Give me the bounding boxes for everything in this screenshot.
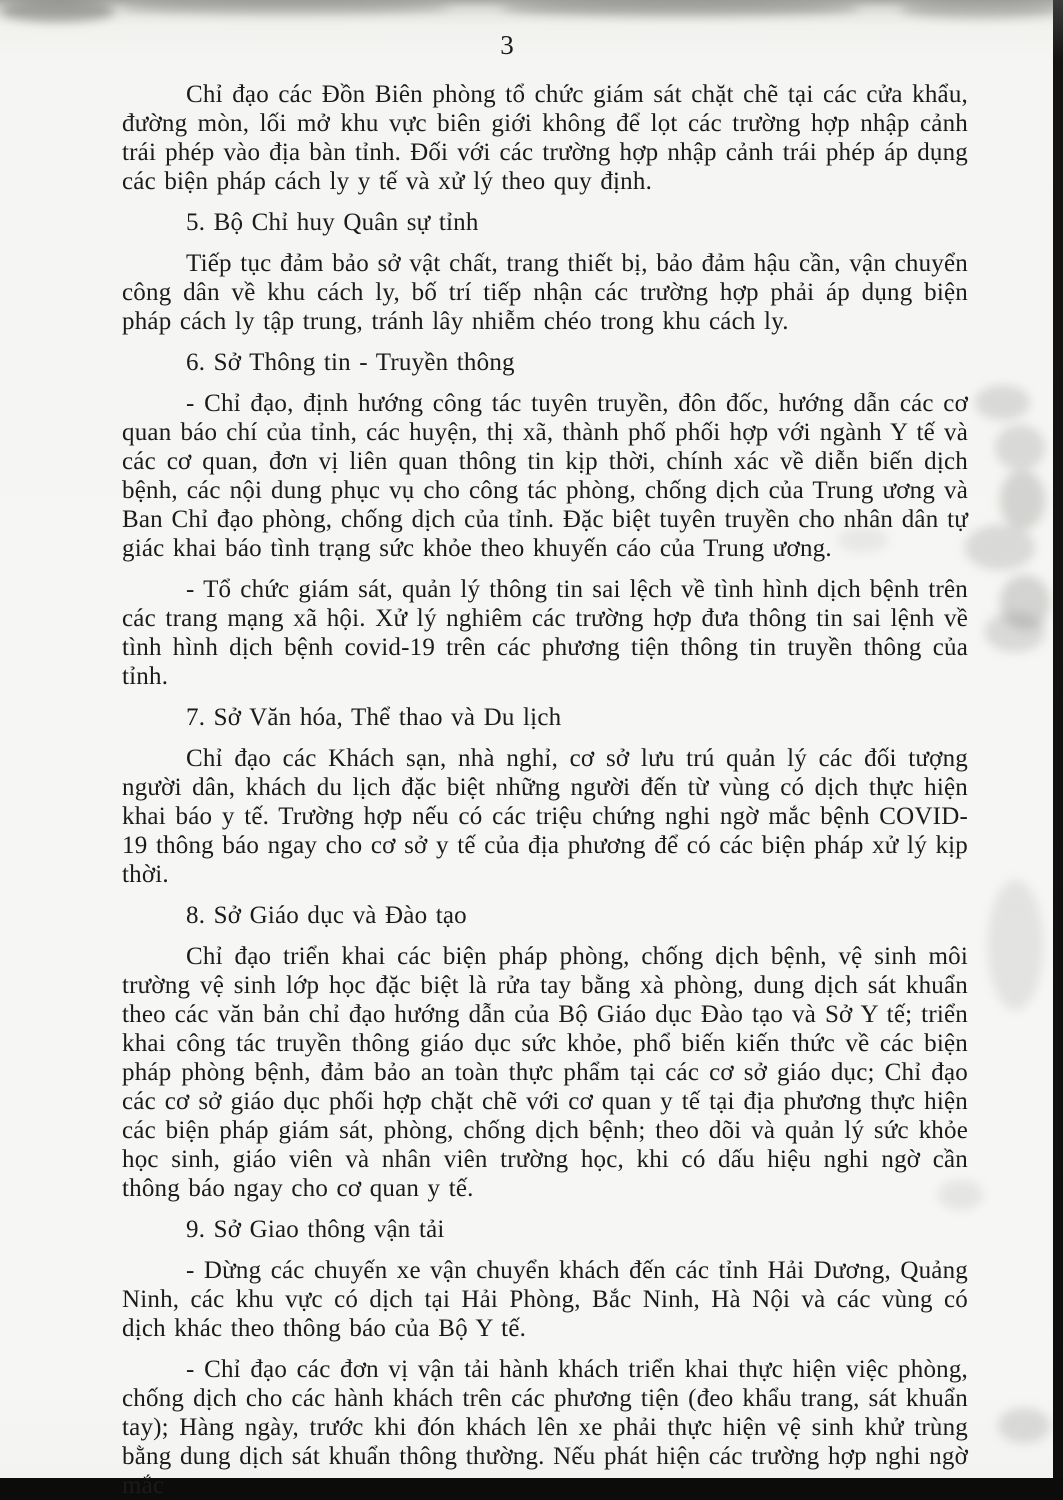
paragraph-propaganda-directive: - Chỉ đạo, định hướng công tác tuyên truyền, đôn đốc, hướng dẫn các cơ quan báo chí của tỉnh, các huyện, thị xã, thành phố phối hợp với ngành Y tế và các cơ quan, đơn vị liên quan thông tin kịp thời, chính xác về diễn biến dịch bệnh, các nội dung phục vụ cho công tác phòng, chống dịch của Trung ương và Ban Chỉ đạo phòng, chống dịch của tỉnh. Đặc biệt tuyên truyền cho nhân dân tự giác khai báo tình trạng sức khỏe theo khuyến cáo của Trung ương. <box>122 390 968 562</box>
paragraph-border-guard-directive: Chỉ đạo các Đồn Biên phòng tổ chức giám sát chặt chẽ tại các cửa khẩu, đường mòn, lối mở khu vực biên giới không để lọt các trường hợp nhập cảnh trái phép vào địa bàn tỉnh. Đối với các trường hợp nhập cảnh trái phép áp dụng các biện pháp cách ly y tế và xử lý theo quy định. <box>122 81 968 195</box>
paragraph-military-command-tasks: Tiếp tục đảm bảo sở vật chất, trang thiết bị, bảo đảm hậu cần, vận chuyển công dân về khu cách ly, bố trí tiếp nhận các trường hợp phải áp dụng biện pháp cách ly tập trung, tránh lây nhiễm chéo trong khu cách ly. <box>122 250 968 335</box>
heading-section-8-education-training: 8. Sở Giáo dục và Đào tạo <box>186 902 467 929</box>
paragraph-school-hygiene-directive: Chỉ đạo triển khai các biện pháp phòng, chống dịch bệnh, vệ sinh môi trường vệ sinh lớp học đặc biệt là rửa tay bằng xà phòng, dung dịch sát khuẩn theo các văn bản chỉ đạo hướng dẫn của Bộ Giáo dục Đào tạo và Sở Y tế; triển khai công tác truyền thông giáo dục sức khỏe, phổ biến kiến thức về các biện pháp phòng bệnh, đảm bảo an toàn thực phẩm tại các cơ sở giáo dục; Chỉ đạo các cơ sở giáo dục phối hợp chặt chẽ với cơ quan y tế tại địa phương thực hiện các biện pháp giám sát, phòng, chống dịch bệnh; theo dõi và quản lý sức khỏe học sinh, giáo viên và nhân viên trường học, khi có dấu hiệu nghi ngờ cần thông báo ngay cho cơ quan y tế. <box>122 943 968 1202</box>
scan-artifact-right-edge <box>1053 0 1063 1500</box>
paragraph-stop-passenger-routes: - Dừng các chuyến xe vận chuyển khách đến các tỉnh Hải Dương, Quảng Ninh, các khu vực có dịch tại Hải Phòng, Bắc Ninh, Hà Nội và các vùng có dịch khác theo thông báo của Bộ Y tế. <box>122 1257 968 1342</box>
scan-smudge <box>1000 470 1045 530</box>
heading-section-6-information-communications: 6. Sở Thông tin - Truyền thông <box>186 349 515 376</box>
scan-smudge <box>120 0 450 14</box>
paragraph-misinformation-monitoring: - Tổ chức giám sát, quản lý thông tin sai lệch về tình hình dịch bệnh trên các trang mạng xã hội. Xử lý nghiêm các trường hợp đưa thông tin sai lệnh về tình hình dịch bệnh covid-19 trên các phương tiện thông tin truyền thông của tỉnh. <box>122 576 968 690</box>
paragraph-hotels-tourists-directive: Chỉ đạo các Khách sạn, nhà nghỉ, cơ sở lưu trú quản lý các đối tượng người dân, khách du lịch đặc biệt những người đến từ vùng có dịch thực hiện khai báo y tế. Trường hợp nếu có các triệu chứng nghi ngờ mắc bệnh COVID-19 thông báo ngay cho cơ sở y tế của địa phương để có các biện pháp xử lý kịp thời. <box>122 745 968 888</box>
scan-smudge <box>900 0 1060 18</box>
heading-section-7-culture-sports-tourism: 7. Sở Văn hóa, Thể thao và Du lịch <box>186 704 562 731</box>
scan-smudge <box>500 0 860 16</box>
scan-smudge <box>998 1408 1050 1443</box>
paragraph-transport-units-prevention: - Chỉ đạo các đơn vị vận tải hành khách triển khai thực hiện việc phòng, chống dịch cho các hành khách trên các phương tiện (đeo khẩu trang, sát khuẩn tay); Hàng ngày, trước khi đón khách lên xe phải thực hiện vệ sinh khử trùng bằng dung dịch sát khuẩn thông thường. Nếu phát hiện các trường hợp nghi ngờ mắc <box>122 1356 968 1499</box>
scan-smudge <box>975 385 1030 420</box>
scan-smudge <box>988 880 1043 1010</box>
page-number: 3 <box>500 30 514 60</box>
document-body <box>122 80 968 1500</box>
scan-smudge <box>0 0 115 22</box>
heading-section-5-military-command: 5. Bộ Chỉ huy Quân sự tỉnh <box>186 209 479 236</box>
heading-section-9-transport: 9. Sở Giao thông vận tải <box>186 1216 445 1243</box>
scan-smudge <box>995 425 1045 470</box>
scan-smudge <box>965 525 1035 570</box>
scan-smudge <box>985 612 1045 652</box>
